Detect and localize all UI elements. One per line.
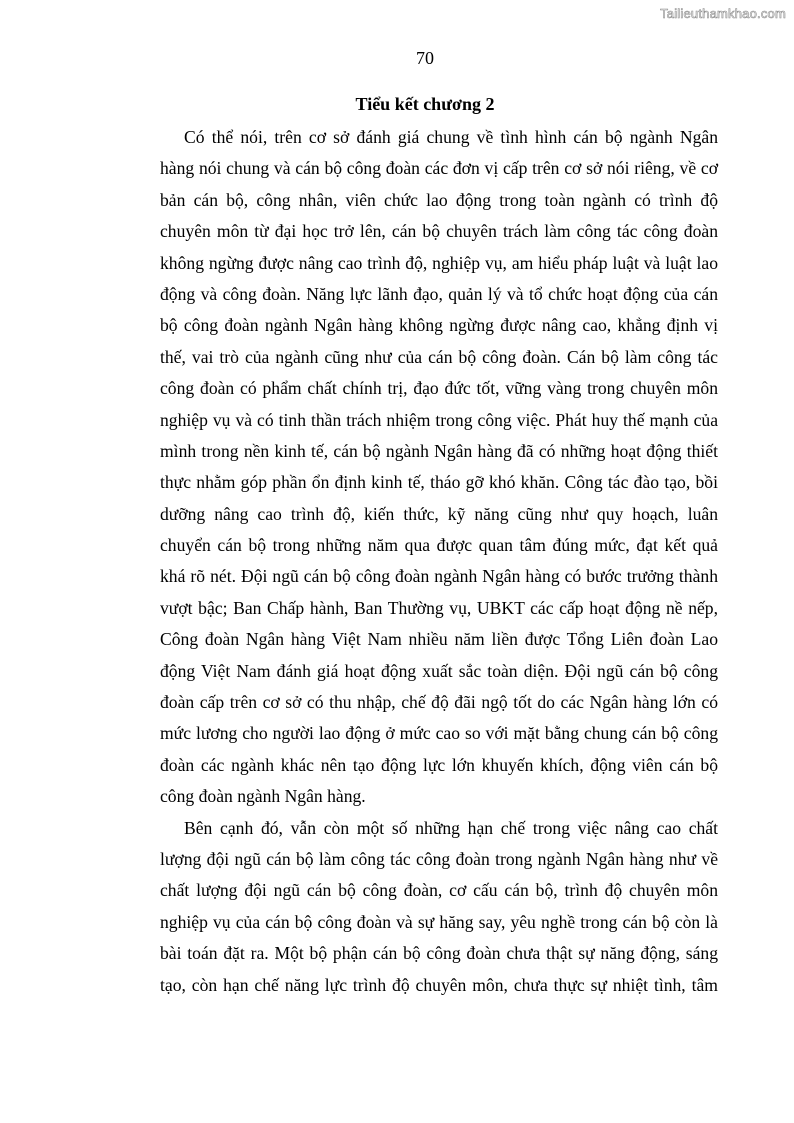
watermark-text: Tailieuthamkhao.com	[660, 6, 786, 21]
text-line: nghiệp vụ của cán bộ công đoàn và sự hăng say, yêu nghề trong cán bộ còn là	[160, 911, 718, 932]
text-line: bộ công đoàn ngành Ngân hàng không ngừng được nâng cao, khẳng định vị	[160, 315, 718, 336]
page-number: 70	[416, 48, 434, 68]
text-line: động và công đoàn. Năng lực lãnh đạo, quản lý và tổ chức hoạt động của cán	[160, 283, 718, 304]
text-line: bản cán bộ, công nhân, viên chức lao động trong toàn ngành có trình độ	[160, 189, 718, 210]
text-line: thực nhằm góp phần ổn định kinh tế, tháo gỡ khó khăn. Công tác đào tạo, bồi	[160, 472, 718, 493]
text-line: đoàn cấp trên cơ sở có thu nhập, chế độ đãi ngộ tốt do các Ngân hàng lớn có	[160, 692, 718, 713]
text-line: chuyển cán bộ trong những năm qua được quan tâm đúng mức, đạt kết quả	[160, 535, 718, 556]
text-line: vượt bậc; Ban Chấp hành, Ban Thường vụ, UBKT các cấp hoạt động nề nếp,	[160, 597, 718, 618]
text-line: khá rõ nét. Đội ngũ cán bộ công đoàn ngành Ngân hàng có bước trưởng thành	[160, 566, 718, 587]
body-text	[160, 122, 718, 1001]
text-line: mức lương cho người lao động ở mức cao so với mặt bằng chung cán bộ công	[160, 723, 718, 744]
text-line: đoàn các ngành khác nên tạo động lực lớn khuyến khích, động viên cán bộ	[160, 754, 718, 775]
text-line: tạo, còn hạn chế năng lực trình độ chuyên môn, chưa thực sự nhiệt tình, tâm	[160, 974, 718, 995]
text-line: chuyên môn từ đại học trở lên, cán bộ chuyên trách làm công tác công đoàn	[160, 221, 718, 242]
text-line: nghiệp vụ và có tinh thần trách nhiệm trong công việc. Phát huy thế mạnh của	[160, 409, 718, 430]
text-line: công đoàn có phẩm chất chính trị, đạo đức tốt, vững vàng trong chuyên môn	[160, 378, 718, 399]
text-line: công đoàn ngành Ngân hàng.	[160, 786, 366, 807]
text-line: mình trong nền kinh tế, cán bộ ngành Ngân hàng đã có những hoạt động thiết	[160, 440, 718, 461]
text-line: Công đoàn Ngân hàng Việt Nam nhiều năm liền được Tổng Liên đoàn Lao	[160, 629, 718, 650]
text-line: bài toán đặt ra. Một bộ phận cán bộ công đoàn chưa thật sự năng động, sáng	[160, 943, 718, 964]
chapter-summary-title: Tiểu kết chương 2	[355, 94, 495, 114]
text-line: thế, vai trò của ngành cũng như của cán bộ công đoàn. Cán bộ làm công tác	[160, 346, 718, 367]
text-line: lượng đội ngũ cán bộ làm công tác công đoàn trong ngành Ngân hàng như về	[160, 848, 718, 869]
text-line: không ngừng được nâng cao trình độ, nghiệp vụ, am hiểu pháp luật và luật lao	[160, 252, 718, 273]
text-line: dưỡng nâng cao trình độ, kiến thức, kỹ năng cũng như quy hoạch, luân	[160, 503, 718, 524]
text-line: động Việt Nam đánh giá hoạt động xuất sắc toàn diện. Đội ngũ cán bộ công	[160, 660, 718, 681]
text-line: hàng nói chung và cán bộ công đoàn các đơn vị cấp trên cơ sở nói riêng, về cơ	[160, 158, 718, 179]
text-line: Bên cạnh đó, vẫn còn một số những hạn chế trong việc nâng cao chất	[184, 817, 718, 838]
text-line: chất lượng đội ngũ cán bộ công đoàn, cơ cấu cán bộ, trình độ chuyên môn	[160, 880, 718, 901]
text-line: Có thể nói, trên cơ sở đánh giá chung về tình hình cán bộ ngành Ngân	[184, 127, 718, 147]
